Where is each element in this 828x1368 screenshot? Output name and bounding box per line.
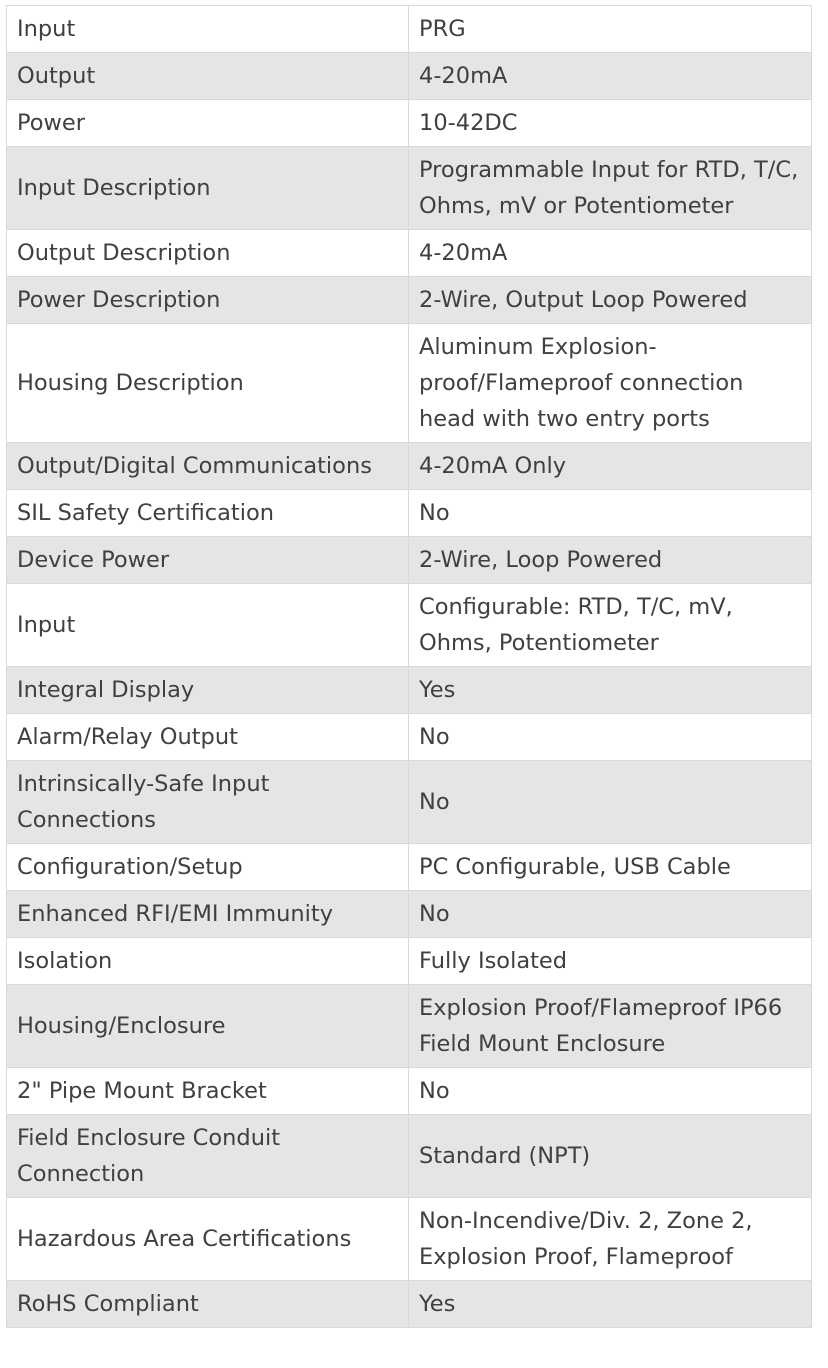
spec-row [7, 147, 812, 230]
spec-row [7, 277, 812, 324]
spec-label: 2" Pipe Mount Bracket [7, 1068, 409, 1115]
spec-row [7, 443, 812, 490]
spec-row [7, 537, 812, 584]
spec-row [7, 985, 812, 1068]
spec-value: 4-20mA Only [409, 443, 812, 490]
spec-row [7, 6, 812, 53]
spec-label: Output Description [7, 230, 409, 277]
spec-value: Non-Incendive/Div. 2, Zone 2, Explosion Proof, Flameproof [409, 1198, 812, 1281]
spec-value: Yes [409, 1281, 812, 1328]
spec-label: Power [7, 100, 409, 147]
spec-value: No [409, 761, 812, 844]
spec-value: Aluminum Explosion-proof/Flameproof connection head with two entry ports [409, 324, 812, 443]
spec-label: Output [7, 53, 409, 100]
specifications-table-body [7, 6, 812, 1328]
spec-row [7, 938, 812, 985]
spec-label: Integral Display [7, 667, 409, 714]
spec-row [7, 53, 812, 100]
spec-row [7, 667, 812, 714]
spec-value: 4-20mA [409, 230, 812, 277]
spec-label: Configuration/Setup [7, 844, 409, 891]
spec-row [7, 584, 812, 667]
spec-row [7, 490, 812, 537]
spec-value: No [409, 490, 812, 537]
spec-label: Enhanced RFI/EMI Immunity [7, 891, 409, 938]
spec-row [7, 714, 812, 761]
spec-value: 4-20mA [409, 53, 812, 100]
spec-value: Yes [409, 667, 812, 714]
spec-row [7, 1068, 812, 1115]
spec-value: No [409, 891, 812, 938]
spec-row [7, 1281, 812, 1328]
spec-value: 2-Wire, Output Loop Powered [409, 277, 812, 324]
specifications-table [6, 5, 812, 1328]
spec-value: Configurable: RTD, T/C, mV, Ohms, Potentiometer [409, 584, 812, 667]
spec-row [7, 761, 812, 844]
spec-row [7, 891, 812, 938]
spec-value: No [409, 1068, 812, 1115]
spec-label: Hazardous Area Certifications [7, 1198, 409, 1281]
spec-label: Device Power [7, 537, 409, 584]
spec-label: Intrinsically-Safe Input Connections [7, 761, 409, 844]
spec-label: Alarm/Relay Output [7, 714, 409, 761]
spec-value: PRG [409, 6, 812, 53]
spec-label: Power Description [7, 277, 409, 324]
spec-row [7, 230, 812, 277]
spec-label: Isolation [7, 938, 409, 985]
spec-value: Explosion Proof/Flameproof IP66 Field Mount Enclosure [409, 985, 812, 1068]
spec-label: Field Enclosure Conduit Connection [7, 1115, 409, 1198]
spec-row [7, 100, 812, 147]
spec-row [7, 1115, 812, 1198]
spec-value: 2-Wire, Loop Powered [409, 537, 812, 584]
spec-label: Input [7, 584, 409, 667]
spec-value: No [409, 714, 812, 761]
spec-label: Input [7, 6, 409, 53]
spec-value: 10-42DC [409, 100, 812, 147]
spec-row [7, 844, 812, 891]
spec-value: PC Configurable, USB Cable [409, 844, 812, 891]
spec-label: Output/Digital Communications [7, 443, 409, 490]
spec-value: Programmable Input for RTD, T/C, Ohms, mV or Potentiometer [409, 147, 812, 230]
spec-row [7, 324, 812, 443]
spec-label: SIL Safety Certification [7, 490, 409, 537]
spec-label: Housing Description [7, 324, 409, 443]
spec-label: RoHS Compliant [7, 1281, 409, 1328]
spec-value: Standard (NPT) [409, 1115, 812, 1198]
spec-row [7, 1198, 812, 1281]
spec-label: Input Description [7, 147, 409, 230]
spec-value: Fully Isolated [409, 938, 812, 985]
spec-label: Housing/Enclosure [7, 985, 409, 1068]
